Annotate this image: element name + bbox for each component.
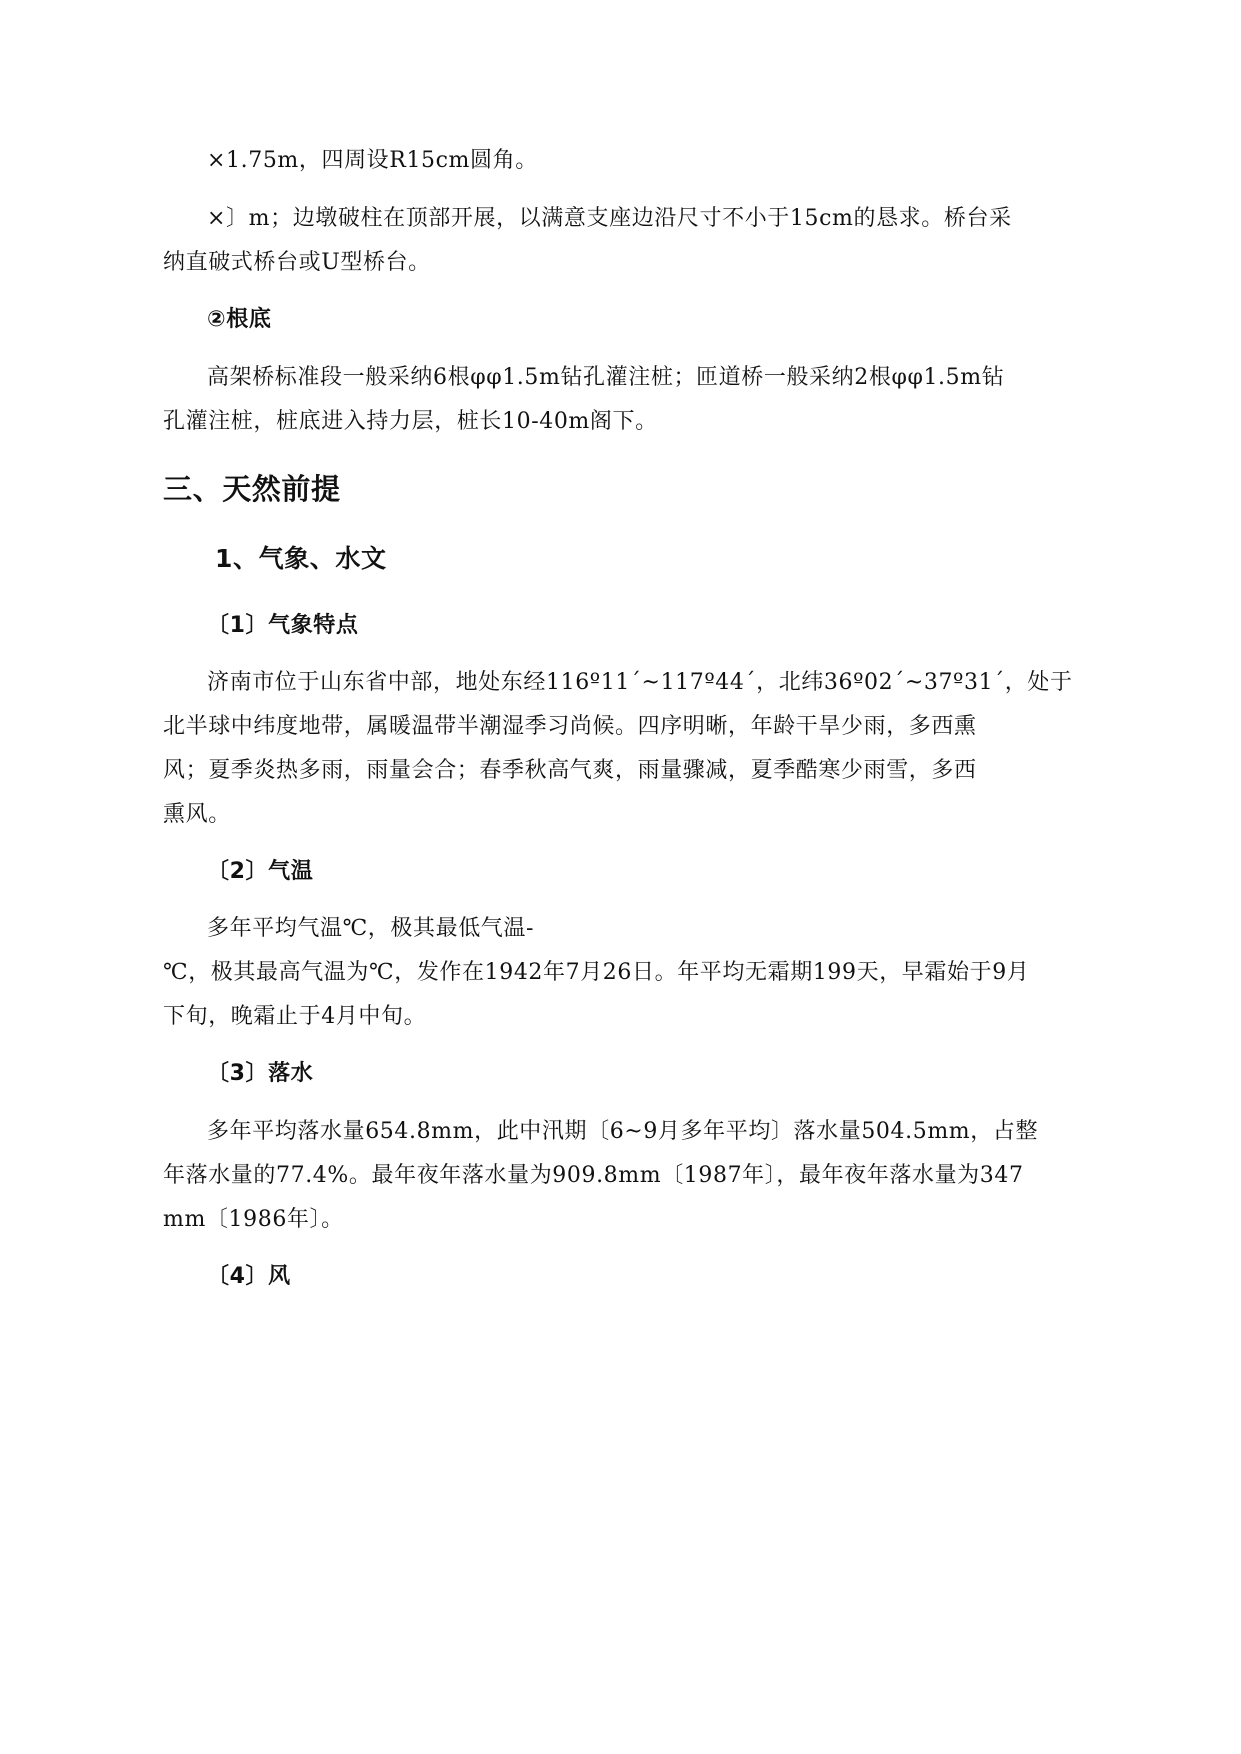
paragraph-line: 风；夏季炎热多雨，雨量会合；春季秋高气爽，雨量骤减，夏季酷寒少雨雪，多西 [163,758,977,783]
heading-climate: 〔1〕气象特点 [207,613,359,638]
paragraph-line: 熏风。 [163,802,231,827]
heading-precipitation: 〔3〕落水 [207,1061,314,1086]
subsection-title: 1、气象、水文 [215,544,387,573]
paragraph-line: 北半球中纬度地带，属暖温带半潮湿季习尚候。四序明晰，年龄干旱少雨，多西熏 [163,714,977,739]
subheading-foundation: ②根底 [207,307,272,332]
paragraph-line: ×〕m；边墩破柱在顶部开展，以满意支座边沿尺寸不小于15cm的恳求。桥台采 [207,206,1012,231]
paragraph-line: 孔灌注桩，桩底进入持力层，桩长10-40m阁下。 [163,409,658,434]
paragraph-line: 纳直破式桥台或U型桥台。 [163,250,431,275]
paragraph-line: 济南市位于山东省中部，地处东经116º11´~117º44´，北纬36º02´~37º31´，处于 [207,670,1073,695]
paragraph-line: 多年平均落水量654.8mm，此中汛期〔6~9月多年平均〕落水量504.5mm，占整 [207,1119,1039,1144]
paragraph-line: 高架桥标准段一般采纳6根φφ1.5m钻孔灌注桩；匝道桥一般采纳2根φφ1.5m钻 [207,365,1005,390]
heading-wind: 〔4〕风 [207,1264,291,1289]
paragraph-line: 年落水量的77.4%。最年夜年落水量为909.8mm〔1987年〕，最年夜年落水量为347 [163,1163,1024,1188]
paragraph-line: ℃，极其最高气温为℃，发作在1942年7月26日。年平均无霜期199天，早霜始于9月 [163,960,1030,985]
paragraph-line: mm〔1986年〕。 [163,1207,344,1232]
section-title: 三、天然前提 [163,472,341,506]
paragraph-line: 下旬，晚霜止于4月中旬。 [163,1004,427,1029]
paragraph-line: 多年平均气温℃，极其最低气温- [207,916,535,941]
heading-temperature: 〔2〕气温 [207,859,314,884]
intro-line: ×1.75m，四周设R15cm圆角。 [207,148,538,173]
